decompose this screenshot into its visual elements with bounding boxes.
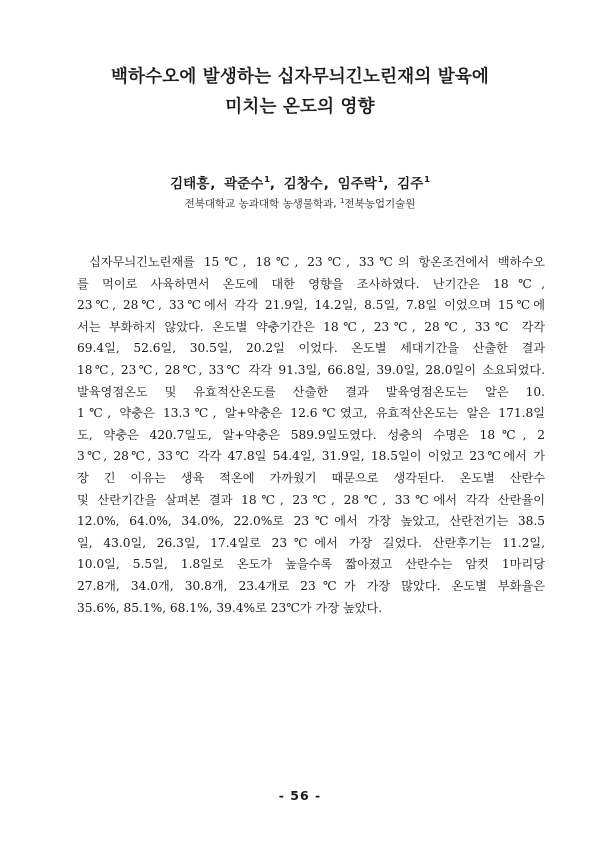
abstract-line: 69.4일, 52.6일, 30.5일, 20.2일 이었다. 온도별 세대기간을 산출한 결과: [77, 341, 545, 356]
abstract-line: 십자무늬긴노린재를 15℃, 18℃, 23℃, 33℃의 항온조건에서 백하수오: [89, 255, 545, 269]
abstract-line: 1℃, 약충은 13.3℃, 알+약충은 12.6℃였고, 유효적산온도는 알은 171.8일: [77, 406, 545, 421]
author: 임주락$^1$: [337, 175, 384, 192]
abstract-line: 발육영점온도 및 유효적산온도를 산출한 결과 발육영점온도는 알은 10.: [77, 384, 545, 399]
abstract-line: 3℃, 28℃, 33℃ 각각 47.8일 54.4일, 31.9일, 18.5일이 이었고 23℃에서 가: [77, 449, 545, 464]
abstract-body: [77, 252, 545, 619]
abstract-line: 23℃, 28℃, 33℃에서 각각 21.9일, 14.2일, 8.5일, 7.8일 이었으며 15℃에: [77, 298, 545, 313]
author: 김창수: [283, 176, 323, 192]
author: 곽준수$^1$: [224, 175, 270, 192]
abstract-line: 서는 부화하지 않았다. 온도별 약충기간은 18℃, 23℃, 28℃, 33℃ 각각: [77, 319, 545, 334]
affiliation-main: 전북대학교 농과대학 농생물학과,: [184, 198, 337, 210]
affiliation: [60, 193, 540, 212]
abstract-line: 장 긴 이유는 생육 적온에 가까웠기 때문으로 생각된다. 온도별 산란수: [77, 470, 545, 485]
abstract-line: 35.6%, 85.1%, 68.1%, 39.4%로 23℃가 가장 높았다.: [77, 600, 383, 615]
affiliation-marker: 1: [339, 197, 345, 205]
abstract-line: 12.0%, 64.0%, 34.0%, 22.0%로 23℃에서 가장 높았고, 산란전기는 38.5: [77, 514, 545, 529]
abstract-line: 일, 43.0일, 26.3일, 17.4일로 23℃에서 가장 길었다. 산란후기는 11.2일,: [77, 535, 545, 550]
affiliation-second: 전북농업기술원: [344, 198, 416, 210]
title-line-1: 백하수오에 발생하는 십자무늬긴노린재의 발육에: [110, 67, 490, 87]
title-line-2: 미치는 온도의 영향: [225, 97, 375, 117]
author: 김태흥: [170, 176, 210, 192]
abstract-line: 도, 약충은 420.7일도, 알+약충은 589.9일도였다. 성충의 수명은 18℃, 2: [77, 427, 545, 442]
page-number: - 56 -: [278, 788, 322, 803]
abstract-line: 를 먹이로 사육하면서 온도에 대한 영향을 조사하였다. 난기간은 18℃,: [77, 276, 545, 291]
abstract-line: 및 산란기간을 살펴본 결과 18℃, 23℃, 28℃, 33℃에서 각각 산란율이: [77, 492, 545, 507]
abstract-line: 27.8개, 34.0개, 30.8개, 23.4개로 23℃가 가장 많았다. 온도별 부화율은: [77, 578, 545, 593]
abstract-line: 10.0일, 5.5일, 1.8일로 온도가 높을수록 짧아졌고 산란수는 암컷 1마리당: [77, 557, 545, 572]
author-list: 김태흥, 곽준수$^1$, 김창수, 임주락$^1$, 김주$^1$: [170, 175, 430, 192]
abstract-line: 18℃, 23℃, 28℃, 33℃ 각각 91.3일, 66.8일, 39.0일, 28.0일이 소요되었다.: [77, 362, 545, 377]
author: 김주$^1$: [397, 175, 430, 192]
paper-title: [60, 62, 540, 122]
